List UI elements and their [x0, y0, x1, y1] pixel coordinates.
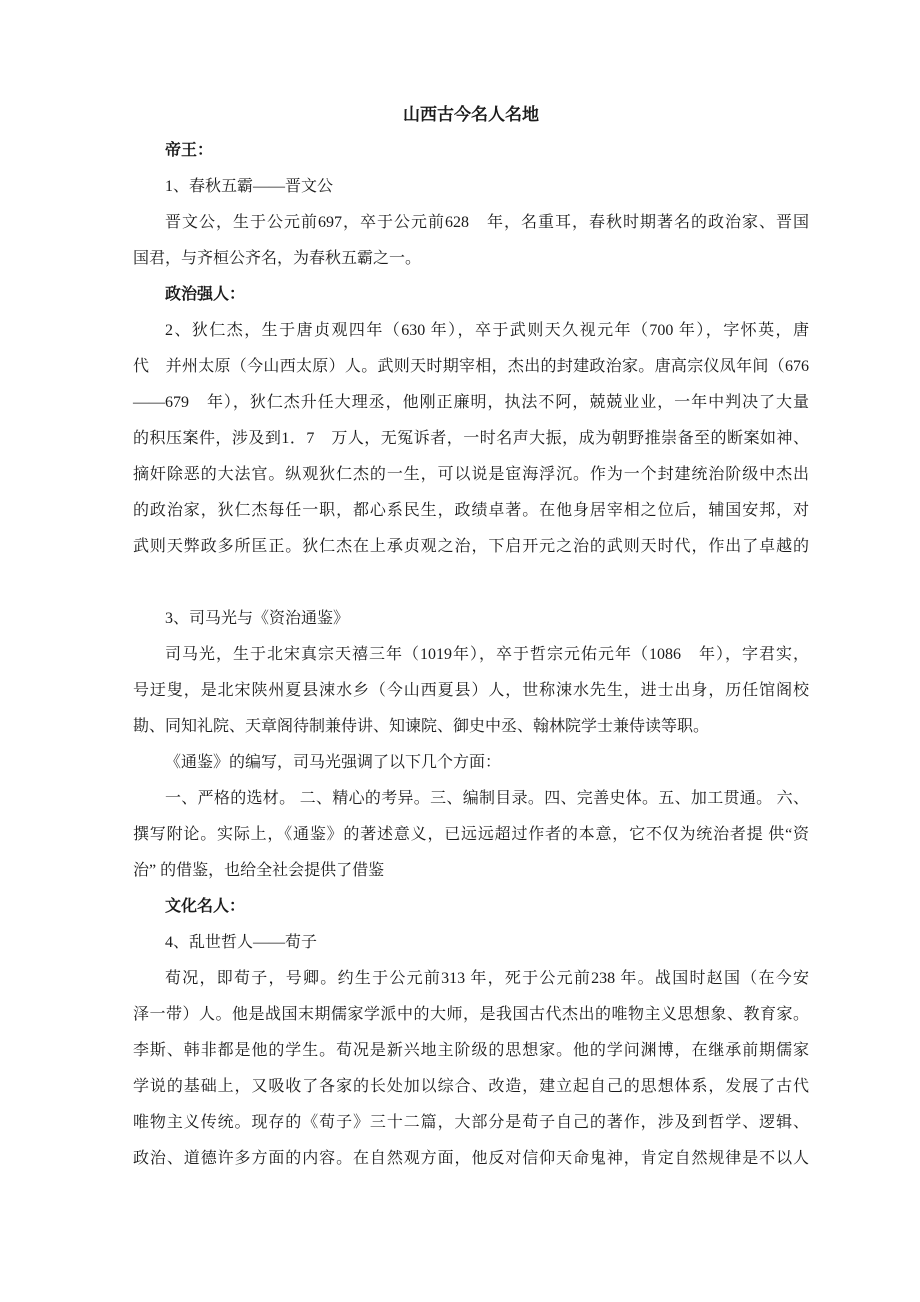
- document-line: 司马光，生于北宋真宗天禧三年（1019年），卒于哲宗元佑元年（1086 年），字君实，: [165, 646, 809, 663]
- document-line: 2、狄仁杰，生于唐贞观四年（630 年），卒于武则天久视元年（700 年），字怀英，唐: [165, 322, 809, 339]
- document-line: 政治、道德许多方面的内容。在自然观方面，他反对信仰天命鬼神，肯定自然规律是不以人: [133, 1150, 809, 1167]
- document-line: 号迂叟，是北宋陕州夏县涑水乡（今山西夏县）人，世称涑水先生，进士出身，历任馆阁校: [133, 682, 809, 699]
- document-line: 一、严格的选材。 二、精心的考异。三、编制目录。四、完善史体。五、加工贯通。 六、: [165, 790, 809, 807]
- document-line: 唯物主义传统。现存的《荀子》三十二篇，大部分是荀子自己的著作，涉及到哲学、逻辑、: [133, 1114, 809, 1131]
- document-line: 晋文公，生于公元前697，卒于公元前628 年，名重耳，春秋时期著名的政治家、晋国: [165, 214, 809, 231]
- section-heading: 文化名人：: [165, 898, 246, 915]
- document-line: 国君，与齐桓公齐名，为春秋五霸之一。: [133, 250, 422, 267]
- document-line: ——679 年），狄仁杰升任大理丞，他刚正廉明，执法不阿，兢兢业业，一年中判决了大量: [133, 394, 809, 411]
- document-line: 1、春秋五霸——晋文公: [165, 178, 334, 195]
- document-line: 代 并州太原（今山西太原）人。武则天时期宰相，杰出的封建政治家。唐高宗仪凤年间（676: [133, 358, 809, 375]
- document-title: 山西古今名人名地: [403, 105, 539, 124]
- document-line: 学说的基础上，又吸收了各家的长处加以综合、改造，建立起自己的思想体系，发展了古代: [133, 1078, 809, 1095]
- document-line: 4、乱世哲人——荀子: [165, 934, 318, 951]
- document-line: 的积压案件，涉及到1．7 万人，无冤诉者，一时名声大振，成为朝野推崇备至的断案如神、: [133, 430, 809, 447]
- document-line: 撰写附论。实际上，《通鉴》的著述意义，已远远超过作者的本意，它不仅为统治者提 供“资: [133, 826, 809, 843]
- document-line: 的政治家，狄仁杰每任一职，都心系民生，政绩卓著。在他身居宰相之位后，辅国安邦，对: [133, 502, 809, 519]
- document-line: 勘、同知礼院、天章阁待制兼侍讲、知谏院、御史中丞、翰林院学士兼侍读等职。: [133, 718, 710, 735]
- document-line: 治” 的借鉴，也给全社会提供了借鉴: [133, 862, 385, 879]
- blank-line: [133, 565, 809, 601]
- document-line: 泽一带）人。他是战国末期儒家学派中的大师，是我国古代杰出的唯物主义思想象、教育家。: [133, 1006, 809, 1023]
- document-line: 武则天弊政多所匡正。狄仁杰在上承贞观之治，下启开元之治的武则天时代，作出了卓越的: [133, 538, 809, 555]
- section-heading: 政治强人：: [165, 286, 246, 303]
- document-body: [133, 133, 809, 1177]
- document-line: 荀况，即荀子，号卿。约生于公元前313 年，死于公元前238 年。战国时赵国（在今安: [165, 970, 809, 987]
- document-line: 摘奸除恶的大法官。纵观狄仁杰的一生，可以说是宦海浮沉。作为一个封建统治阶级中杰出: [133, 466, 809, 483]
- section-heading: 帝王：: [165, 142, 214, 159]
- document-line: 《通鉴》的编写，司马光强调了以下几个方面：: [165, 754, 502, 771]
- document-line: 李斯、韩非都是他的学生。荀况是新兴地主阶级的思想家。他的学问渊博，在继承前期儒家: [133, 1042, 809, 1059]
- document-line: 3、司马光与《资治通鉴》: [165, 610, 350, 627]
